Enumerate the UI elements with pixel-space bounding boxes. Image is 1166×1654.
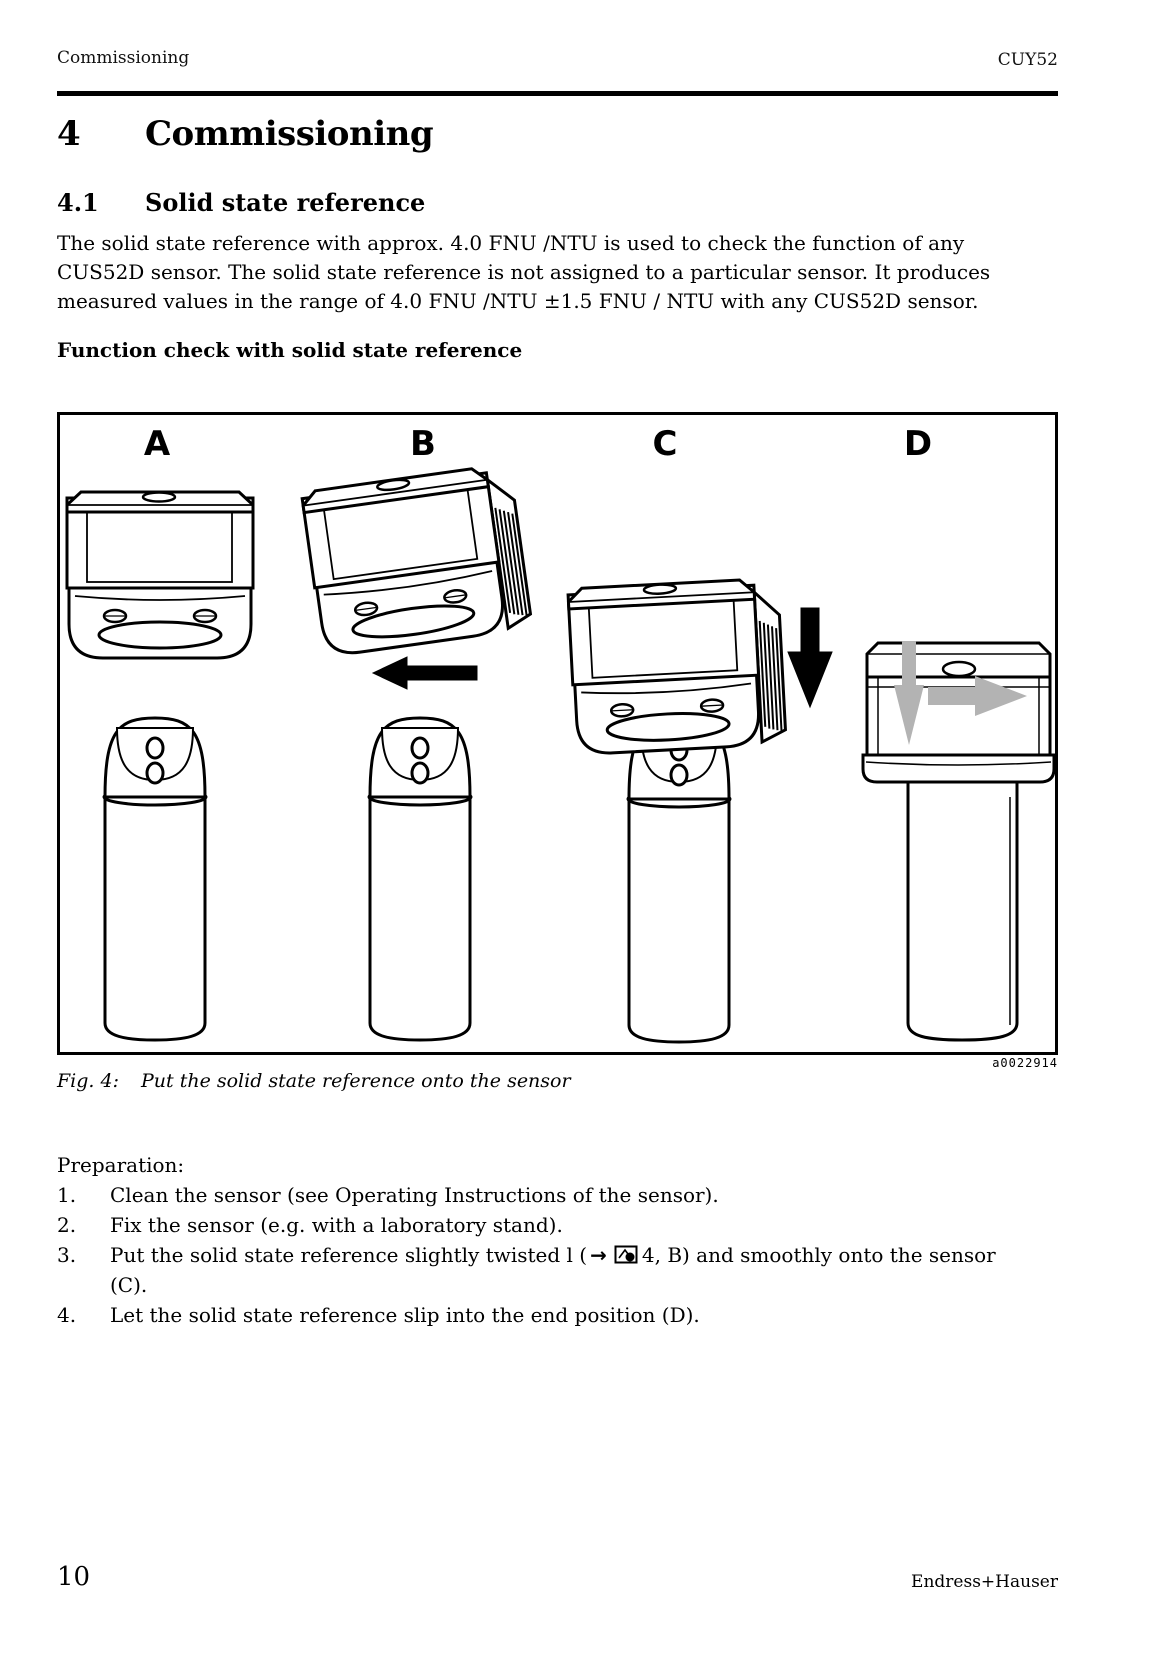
figure-caption-text: Put the solid state reference onto the sensor — [141, 1070, 571, 1092]
running-header-left: Commissioning — [57, 48, 190, 68]
function-check-heading: Function check with solid state reference — [57, 338, 523, 362]
chapter-title: Commissioning — [145, 114, 434, 154]
figure-reference-icon — [614, 1245, 638, 1264]
panel-label-b: B — [410, 424, 436, 464]
sensor-c — [628, 720, 730, 1042]
panel-d — [863, 641, 1054, 1040]
list-item — [57, 1210, 1058, 1240]
chapter-number: 4 — [57, 114, 81, 154]
page-number: 10 — [57, 1562, 91, 1592]
preparation-section — [57, 1150, 1058, 1330]
list-item — [57, 1180, 1058, 1210]
panel-c — [568, 578, 832, 1042]
list-item-text: Fix the sensor (e.g. with a laboratory stand). — [110, 1213, 563, 1237]
section-heading — [57, 188, 1058, 217]
running-header-right: CUY52 — [997, 50, 1058, 70]
figure-caption — [57, 1070, 571, 1092]
reference-box-b — [301, 464, 532, 658]
list-item-text: Let the solid state reference slip into the end position (D). — [110, 1303, 700, 1327]
panel-label-a: A — [143, 424, 171, 464]
panel-a — [67, 492, 253, 1040]
list-item — [57, 1300, 1058, 1330]
arrow-right-icon: → — [590, 1243, 607, 1267]
intro-line: measured values in the range of 4.0 FNU /NTU ±1.5 FNU / NTU with any CUS52D sensor. — [57, 289, 979, 313]
list-item-text: Clean the sensor (see Operating Instructions of the sensor). — [110, 1183, 719, 1207]
panel-label-c: C — [652, 424, 678, 464]
list-item-number: 4. — [57, 1303, 77, 1327]
intro-line: CUS52D sensor. The solid state reference is not assigned to a particular sensor. It produces — [57, 260, 991, 284]
preparation-title: Preparation: — [57, 1153, 185, 1177]
list-item-number: 2. — [57, 1213, 77, 1237]
list-item-number: 3. — [57, 1243, 77, 1267]
company-name: Endress+Hauser — [911, 1572, 1058, 1592]
figure-image-id: a0022914 — [992, 1056, 1058, 1070]
section-number: 4.1 — [57, 188, 99, 217]
intro-line: The solid state reference with approx. 4.0 FNU /NTU is used to check the function of any — [57, 231, 965, 255]
list-item — [57, 1240, 1058, 1270]
panel-b — [301, 464, 532, 1040]
list-item-text-pre: Put the solid state reference slightly twisted l ( — [110, 1243, 588, 1267]
figure-diagram — [60, 415, 1055, 1052]
section-title: Solid state reference — [145, 188, 426, 217]
figure-frame — [57, 412, 1058, 1055]
list-item-text-post: 4, B) and smoothly onto the sensor — [641, 1243, 996, 1267]
sensor-d-tube — [908, 782, 1017, 1040]
arrow-down-icon — [788, 608, 832, 707]
panel-label-d: D — [903, 424, 933, 464]
list-item-number: 1. — [57, 1183, 77, 1207]
list-item-wrap: (C). — [110, 1273, 148, 1297]
reference-box-d-bottom — [863, 755, 1054, 782]
reference-box-c — [568, 578, 786, 755]
figure-caption-label: Fig. 4: — [57, 1070, 119, 1092]
reference-box-a — [67, 492, 253, 658]
header-rule — [57, 91, 1058, 96]
list-item-text — [110, 1240, 1058, 1270]
chapter-heading — [57, 114, 1058, 154]
box-knob — [943, 662, 975, 676]
sensor-b — [369, 718, 471, 1040]
arrow-left-icon — [373, 657, 477, 689]
intro-paragraph — [57, 229, 1058, 316]
sensor-a — [104, 718, 206, 1040]
